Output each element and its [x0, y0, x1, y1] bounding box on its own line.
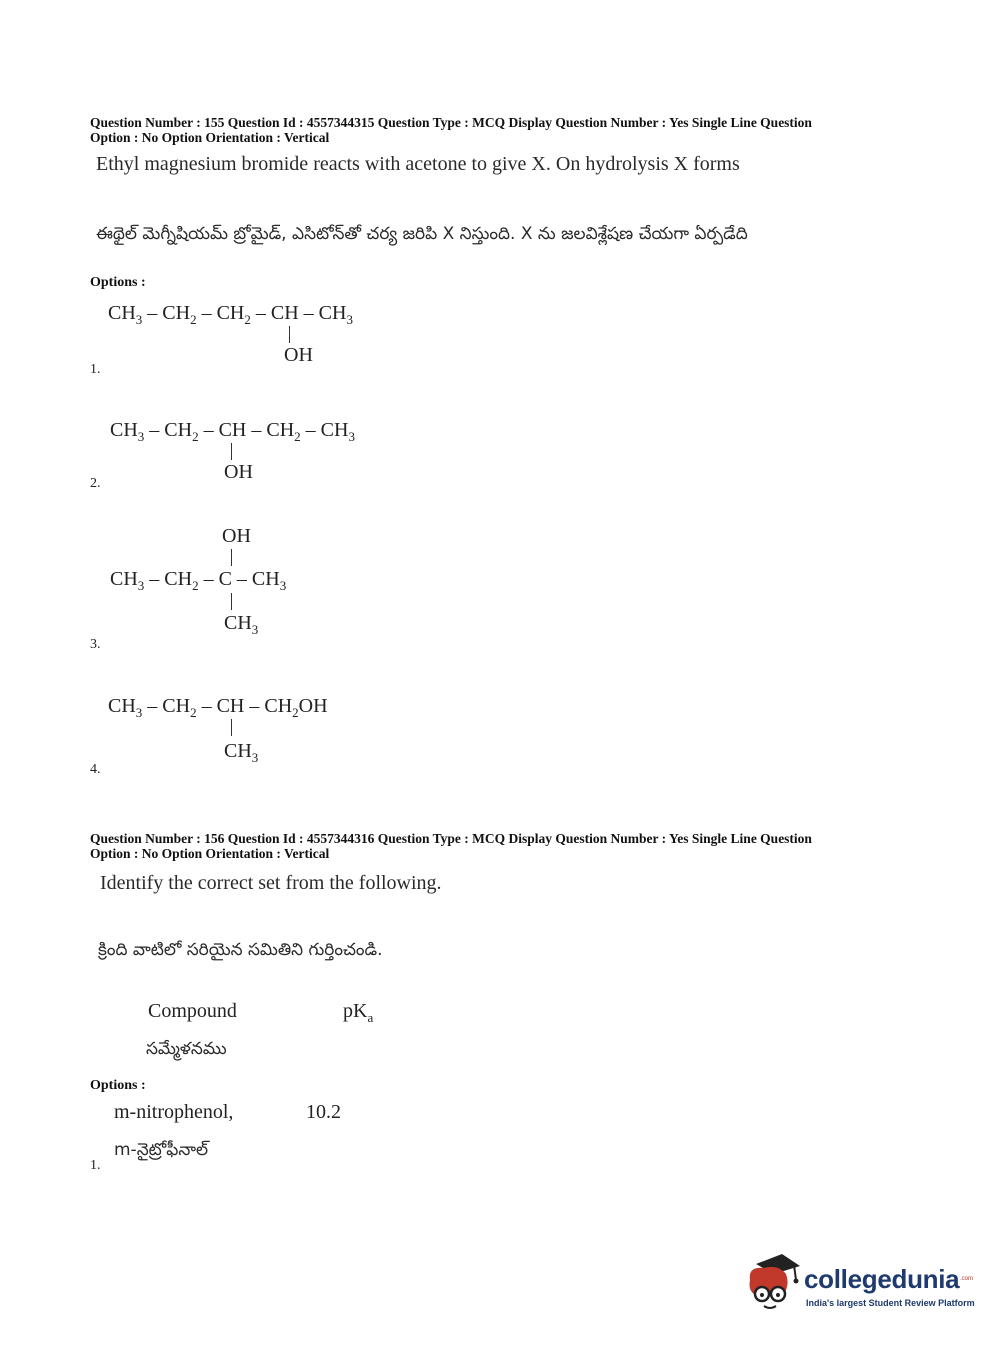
q155-option-1-bond: [289, 326, 290, 343]
q155-option-2-formula[interactable]: $CH_3 - CH_2$ – CH – $CH_2 - CH_3$: [110, 419, 355, 444]
q155-option-2-substituent: OH: [224, 461, 253, 483]
q156-options-label: Options :: [90, 1078, 146, 1093]
q156-option-1-compound-telugu: m-నైట్రోఫీనాల్: [114, 1140, 209, 1160]
q155-option-2-bond: [231, 443, 232, 460]
q155-meta-line1: Question Number : 155 Question Id : 4557344315 Question Type : MCQ Display Question Number : Yes Single Line Question: [90, 115, 812, 130]
q155-option-3-bond-top: [231, 549, 232, 566]
logo-tagline: India's largest Student Review Platform: [806, 1298, 975, 1308]
q155-question-text-telugu: ఈథైల్ మెగ్నీషియమ్ బ్రోమైడ్, ఎసిటోన్‌తో చర్య జరిపి X నిస్తుంది. X ను జలవిశ్లేషణ చేయగా ఏర్పడేది: [96, 224, 748, 244]
q155-options-label: Options :: [90, 275, 146, 290]
q156-meta-line2: Option : No Option Orientation : Vertical: [90, 846, 330, 861]
q155-question-text: Ethyl magnesium bromide reacts with acetone to give X. On hydrolysis X forms: [96, 153, 740, 175]
q155-option-3-substituent-bottom: $CH_3$: [224, 612, 259, 637]
q155-option-4-bond: [231, 719, 232, 736]
q155-option-3-formula[interactable]: $CH_3 - CH_2$ – C – $CH_3$: [110, 568, 287, 593]
q156-column-pka: $pK_a$: [343, 1000, 374, 1025]
q155-option-3-bond-bottom: [231, 593, 232, 610]
q156-column-compound-telugu: సమ్మేళనము: [146, 1039, 227, 1059]
logo-com-suffix: .com: [960, 1276, 974, 1282]
q156-question-text: Identify the correct set from the following.: [100, 872, 442, 894]
q155-option-1-substituent: OH: [284, 344, 313, 366]
q155-option-3-substituent-top: OH: [222, 525, 251, 547]
collegedunia-logo-icon: [742, 1250, 804, 1312]
q156-meta-line1: Question Number : 156 Question Id : 4557344316 Question Type : MCQ Display Question Number : Yes Single Line Question: [90, 831, 812, 846]
q155-option-1-number: 1.: [90, 362, 101, 377]
logo-wordmark: collegedunia: [804, 1264, 960, 1294]
q155-option-4-substituent: $CH_3$: [224, 740, 259, 765]
q156-question-text-telugu: క్రింది వాటిలో సరియైన సమితిని గుర్తించండి.: [98, 940, 383, 960]
q155-option-2-number: 2.: [90, 476, 101, 491]
q156-option-1-number: 1.: [90, 1158, 101, 1173]
q156-option-1-compound[interactable]: m-nitrophenol,: [114, 1101, 234, 1123]
q155-meta-line2: Option : No Option Orientation : Vertical: [90, 130, 330, 145]
q155-option-1-formula[interactable]: $CH_3 - CH_2 - CH_2$ – CH – $CH_3$: [108, 302, 353, 327]
q156-option-1-value: 10.2: [306, 1101, 341, 1123]
q155-option-4-number: 4.: [90, 762, 101, 777]
q155-option-4-formula[interactable]: $CH_3 - CH_2$ – CH – $CH_2OH$: [108, 695, 328, 720]
q156-column-compound: Compound: [148, 1000, 237, 1022]
q155-option-3-number: 3.: [90, 637, 101, 652]
